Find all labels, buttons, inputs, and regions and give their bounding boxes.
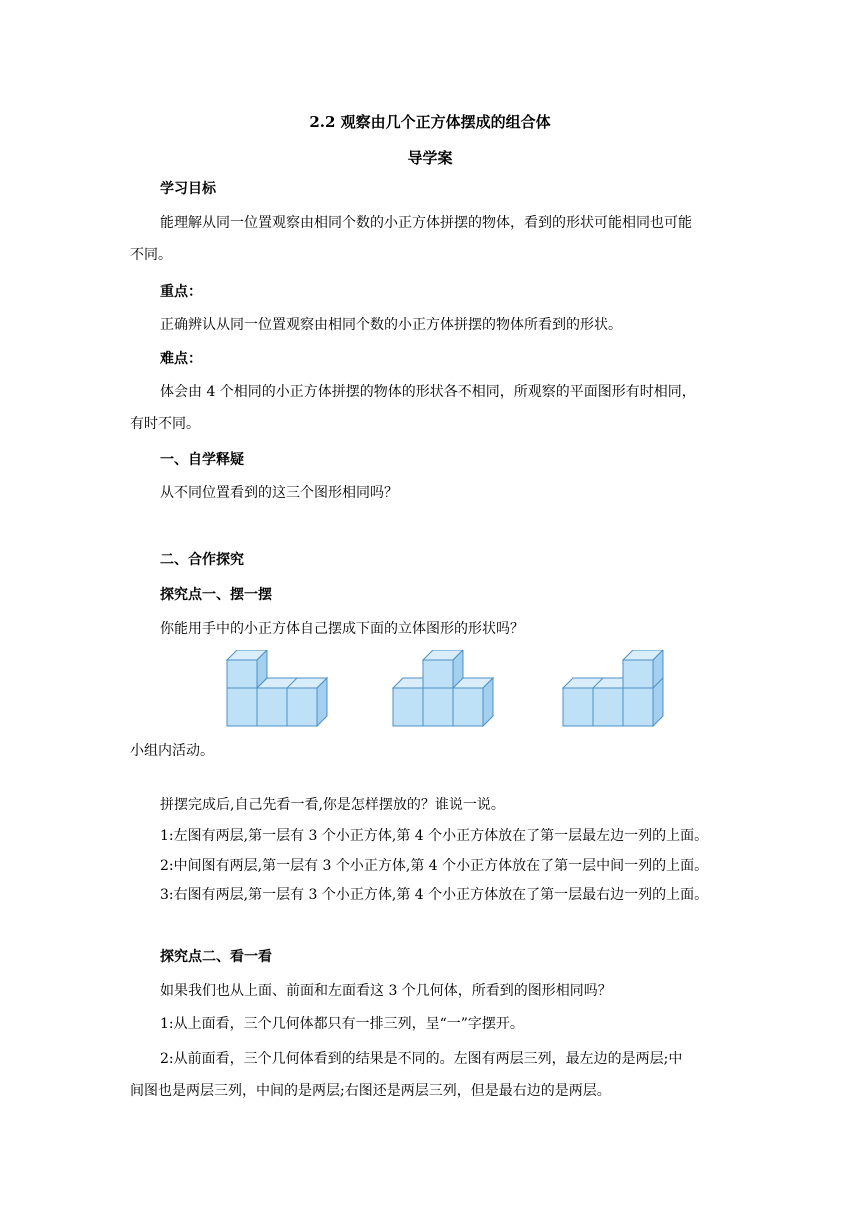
- cube-figure-middle: [392, 650, 494, 728]
- difficulty-text-line1: 体会由 4 个相同的小正方体拼摆的物体的形状各不相同，所观察的平面图形有时相同，: [160, 384, 696, 400]
- key-heading: 重点：: [160, 284, 202, 300]
- cube-figure-left: [226, 650, 328, 728]
- difficulty-heading: 难点：: [160, 351, 202, 367]
- point1-heading: 探究点一、摆一摆: [160, 587, 272, 603]
- section1-heading: 一、自学释疑: [160, 452, 244, 468]
- point1-question: 你能用手中的小正方体自己摆成下面的立体图形的形状吗？: [160, 621, 524, 637]
- cube-figure-right: [562, 650, 664, 728]
- view-1: 1:从上面看，三个几何体都只有一排三列，呈“一”字摆开。: [160, 1016, 524, 1032]
- goal-text-line1: 能理解从同一位置观察由相同个数的小正方体拼摆的物体，看到的形状可能相同也可能: [160, 215, 692, 231]
- answer-2: 2:中间图有两层,第一层有 3 个小正方体,第 4 个小正方体放在了第一层中间一列的上面。: [160, 858, 709, 874]
- key-text: 正确辨认从同一位置观察由相同个数的小正方体拼摆的物体所看到的形状。: [160, 317, 622, 333]
- answer-3: 3:右图有两层,第一层有 3 个小正方体,第 4 个小正方体放在了第一层最右边一列的上面。: [160, 887, 709, 903]
- section1-text: 从不同位置看到的这三个图形相同吗？: [160, 485, 398, 501]
- view-2-line2: 间图也是两层三列，中间的是两层;右图还是两层三列，但是最右边的是两层。: [130, 1083, 611, 1099]
- goal-text-line2: 不同。: [130, 247, 172, 263]
- point2-heading: 探究点二、看一看: [160, 949, 272, 965]
- point2-question: 如果我们也从上面、前面和左面看这 3 个几何体，所看到的图形相同吗？: [160, 983, 612, 999]
- goal-heading: 学习目标: [160, 181, 216, 197]
- page-title: 2.2 观察由几个正方体摆成的组合体: [309, 113, 551, 131]
- answer-1: 1:左图有两层,第一层有 3 个小正方体,第 4 个小正方体放在了第一层最左边一列的上面。: [160, 828, 709, 844]
- activity-text: 小组内活动。: [130, 743, 214, 759]
- page-subtitle: 导学案: [407, 149, 453, 167]
- difficulty-text-line2: 有时不同。: [130, 416, 200, 432]
- view-2-line1: 2:从前面看，三个几何体看到的结果是不同的。左图有两层三列，最左边的是两层;中: [160, 1051, 683, 1067]
- after-text: 拼摆完成后,自己先看一看,你是怎样摆放的？谁说一说。: [160, 797, 505, 813]
- section2-heading: 二、合作探究: [160, 552, 244, 568]
